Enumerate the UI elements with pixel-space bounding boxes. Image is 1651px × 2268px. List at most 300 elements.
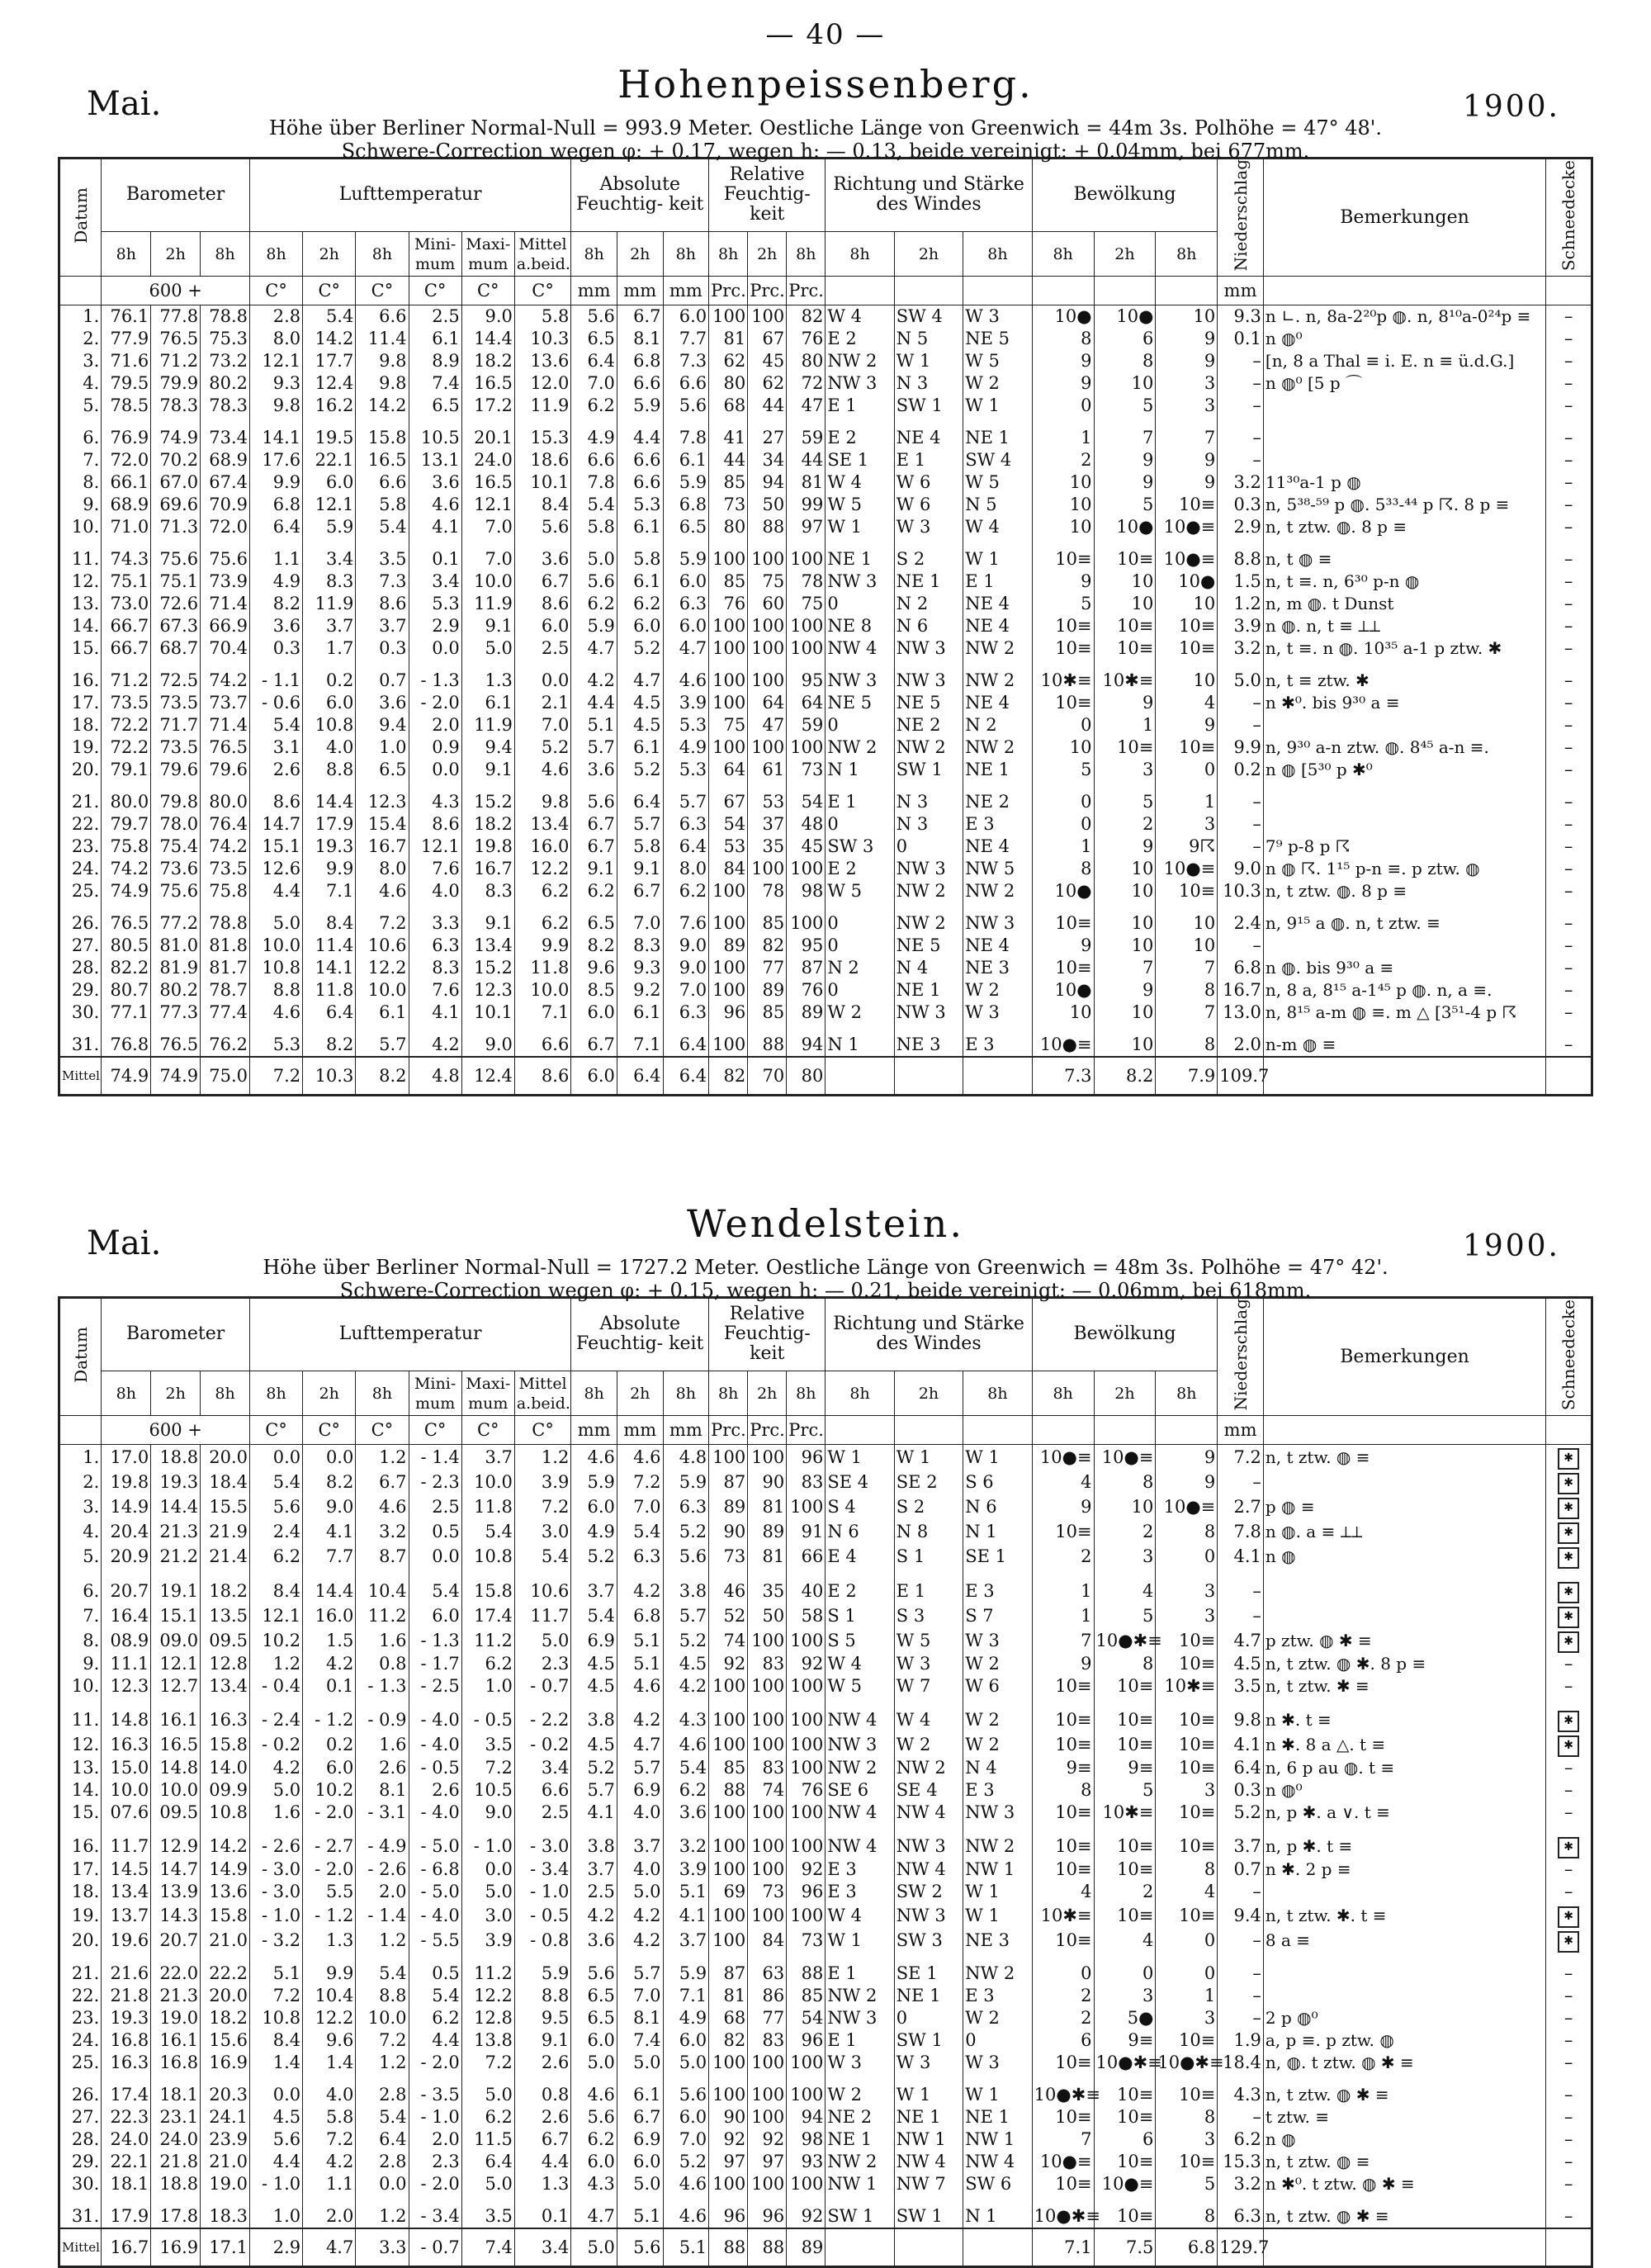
cell: 5.2: [514, 736, 570, 759]
cell: NW 1: [963, 2128, 1032, 2151]
cell: 15.2: [461, 791, 514, 813]
cell: 5.8: [571, 516, 617, 538]
gap-cell: [709, 1953, 748, 1963]
table-row: [59, 791, 1592, 813]
gap-cell: [1218, 2074, 1264, 2084]
cell: 0.8: [356, 1653, 409, 1675]
cell: 9.8: [514, 791, 570, 813]
cell: 8: [1032, 328, 1094, 350]
table-row: [59, 1470, 1592, 1494]
table-row: [59, 935, 1592, 957]
cell: 9: [1032, 350, 1094, 372]
cell: 8.8: [1218, 548, 1264, 571]
cell: NW 2: [963, 1834, 1032, 1858]
gap-cell: [787, 1953, 826, 1963]
table-row: [59, 670, 1592, 692]
table-row: [59, 1881, 1592, 1903]
cell: 7.2: [461, 2052, 514, 2074]
gap-cell: [409, 1953, 461, 1963]
cell: 100: [709, 692, 748, 714]
gap-cell: [151, 2195, 201, 2205]
cell: 4.0: [303, 736, 356, 759]
gap-cell: [250, 1824, 303, 1834]
cell: 71.7: [151, 714, 201, 736]
snow-cover-icon: ✱: [1558, 1735, 1579, 1757]
cell: 2.0: [303, 2205, 356, 2228]
cell: 5.0: [663, 2052, 709, 2074]
cell: 6.5: [571, 2007, 617, 2029]
cell: 8: [1156, 2106, 1218, 2128]
cell: NE 1: [894, 979, 963, 1001]
cell: 6.4: [250, 516, 303, 538]
cell: 22.: [59, 813, 102, 836]
cell: 10≡: [1156, 615, 1218, 637]
group-gap: [59, 1569, 1592, 1579]
cell: n ◍: [1263, 1544, 1545, 1569]
cell: 8: [1156, 1519, 1218, 1544]
cell: 10≡: [1032, 2106, 1094, 2128]
cell: 66.7: [102, 615, 151, 637]
cell: 10.8: [250, 957, 303, 979]
cell: - 1.3: [356, 1675, 409, 1697]
snow-cover-icon: ✱: [1558, 1498, 1579, 1519]
table-row: [59, 759, 1592, 781]
cell: 0.0: [514, 670, 570, 692]
cell: W 6: [894, 471, 963, 494]
cell: W 7: [894, 1675, 963, 1697]
cell: 9.9: [303, 1963, 356, 1985]
cell: 17.4: [461, 1603, 514, 1628]
cell: 12.3: [356, 791, 409, 813]
col-sub-h2: 2h: [1094, 231, 1156, 276]
cell: NW 3: [963, 912, 1032, 935]
cell: 9.8: [1218, 1707, 1264, 1732]
cell: 20.3: [201, 2084, 250, 2106]
cell: 11.7: [102, 1834, 151, 1858]
cell: NW 2: [826, 350, 894, 372]
cell: 88: [748, 516, 787, 538]
cell: 12.0: [514, 372, 570, 395]
cell: 3.: [59, 350, 102, 372]
mittel-cell: 7.3: [1032, 1057, 1094, 1096]
cell: 24.1: [201, 2106, 250, 2128]
cell: - 6.8: [409, 1858, 461, 1881]
cell: 16.7: [1218, 979, 1264, 1001]
cell: 52: [709, 1603, 748, 1628]
cell: –: [1546, 692, 1592, 714]
cell: 4.9: [663, 2007, 709, 2029]
cell: 83: [748, 2029, 787, 2052]
cell: 7.1: [617, 1034, 663, 1057]
gap-cell: [963, 2074, 1032, 2084]
cell: - 1.2: [303, 1903, 356, 1928]
gap-cell: [356, 781, 409, 791]
cell: 5: [1094, 791, 1156, 813]
cell: 3.9: [514, 1470, 570, 1494]
cell: –: [1546, 912, 1592, 935]
gap-cell: [787, 2195, 826, 2205]
col-sub-h8: 8h: [1156, 1371, 1218, 1415]
cell: n, 9¹⁵ a ◍. n, t ztw. ≡: [1263, 912, 1545, 935]
cell: n, t ztw. ◍. 8 p ≡: [1263, 880, 1545, 902]
gap-cell: [1032, 2074, 1094, 2084]
cell: 17.4: [102, 2084, 151, 2106]
cell: 100: [787, 2052, 826, 2074]
cell: a, p ≡. p ztw. ◍: [1263, 2029, 1545, 2052]
cell: 4.: [59, 1519, 102, 1544]
cell: 96: [709, 1001, 748, 1024]
cell: –: [1218, 449, 1264, 471]
cell: –: [1546, 791, 1592, 813]
gap-cell: [461, 2195, 514, 2205]
cell: 13.4: [514, 813, 570, 836]
cell: 21.9: [201, 1519, 250, 1544]
cell: 2: [1032, 1985, 1094, 2007]
mittel-cell: 7.4: [461, 2228, 514, 2267]
cell: 09.5: [151, 1802, 201, 1824]
cell: 47: [787, 395, 826, 417]
cell: 100: [748, 1802, 787, 1824]
cell: 5.0: [461, 2173, 514, 2195]
cell: - 1.7: [409, 1653, 461, 1675]
cell: 100: [748, 637, 787, 660]
cell: 6.8: [250, 494, 303, 516]
cell: 12.1: [250, 350, 303, 372]
cell: 5.4: [514, 1544, 570, 1569]
gap-cell: [356, 1024, 409, 1034]
cell: [1263, 449, 1545, 471]
cell: 85: [787, 1985, 826, 2007]
cell: 4.5: [617, 692, 663, 714]
cell: - 2.0: [409, 2052, 461, 2074]
cell: 3.9: [1218, 615, 1264, 637]
table-row: [59, 692, 1592, 714]
gap-cell: [663, 538, 709, 548]
unit-cell: C°: [461, 1416, 514, 1445]
cell: 0: [826, 979, 894, 1001]
col-sub-maximum: Maxi- mum: [461, 231, 514, 276]
unit-row: [59, 1416, 1592, 1445]
gap-cell: [514, 902, 570, 912]
gap-cell: [1218, 538, 1264, 548]
cell: 77.8: [151, 305, 201, 329]
cell: 5.1: [617, 1653, 663, 1675]
col-group-barometer: Barometer: [102, 159, 250, 232]
cell: [1546, 1834, 1592, 1858]
cell: SW 4: [963, 449, 1032, 471]
cell: 16.5: [356, 449, 409, 471]
gap-cell: [201, 902, 250, 912]
cell: 19.: [59, 1903, 102, 1928]
cell: 78.7: [201, 979, 250, 1001]
gap-cell: [59, 660, 102, 670]
cell: 24.: [59, 858, 102, 880]
cell: 95: [787, 935, 826, 957]
col-sub-h8: 8h: [787, 1371, 826, 1415]
col-sub-h8: 8h: [356, 231, 409, 276]
cell: 1.2: [356, 2205, 409, 2228]
cell: - 2.0: [409, 692, 461, 714]
cell: 13.6: [514, 350, 570, 372]
cell: 6.8: [1218, 957, 1264, 979]
unit-row: [59, 277, 1592, 305]
cell: 15.1: [250, 836, 303, 858]
cell: W 4: [826, 305, 894, 329]
cell: 15.0: [102, 1757, 151, 1779]
mittel-cell: 7.5: [1094, 2228, 1156, 2267]
cell: 4.6: [663, 2205, 709, 2228]
cell: 72.0: [102, 449, 151, 471]
cell: 4.6: [617, 1445, 663, 1470]
gap-cell: [1263, 1953, 1545, 1963]
cell: 1.2: [1218, 593, 1264, 615]
cell: 81: [709, 328, 748, 350]
gap-cell: [102, 1953, 151, 1963]
cell: 70.4: [201, 637, 250, 660]
cell: 100: [709, 1834, 748, 1858]
cell: 10≡: [1156, 1903, 1218, 1928]
cell: 7.0: [617, 912, 663, 935]
cell: 86: [748, 1985, 787, 2007]
cell: 75.6: [151, 880, 201, 902]
cell: W 1: [826, 516, 894, 538]
cell: 7.2: [514, 1494, 570, 1519]
cell: 0: [826, 935, 894, 957]
cell: - 5.5: [409, 1928, 461, 1953]
col-group-wind: Richtung und Stärke des Windes: [826, 1298, 1032, 1371]
cell: 11.4: [303, 935, 356, 957]
table-row: [59, 1034, 1592, 1057]
cell: 100: [748, 2106, 787, 2128]
cell: 14.7: [250, 813, 303, 836]
gap-cell: [617, 538, 663, 548]
cell: 100: [748, 2052, 787, 2074]
cell: 2.5: [571, 1881, 617, 1903]
cell: N 1: [826, 1034, 894, 1057]
cell: 3.6: [514, 548, 570, 571]
gap-cell: [617, 1697, 663, 1707]
cell: 11.5: [461, 2128, 514, 2151]
cell: 75.8: [102, 836, 151, 858]
cell: 1: [1094, 714, 1156, 736]
cell: 74: [748, 1779, 787, 1802]
cell: 4.6: [409, 494, 461, 516]
cell: 10.2: [303, 1779, 356, 1802]
cell: –: [1546, 880, 1592, 902]
cell: 11.9: [303, 593, 356, 615]
cell: 5.0: [461, 2084, 514, 2106]
cell: 4.4: [250, 880, 303, 902]
cell: 10≡: [1032, 1707, 1094, 1732]
gap-cell: [250, 2074, 303, 2084]
cell: [1263, 395, 1545, 417]
gap-cell: [963, 538, 1032, 548]
cell: 9.0: [461, 1802, 514, 1824]
cell: 69.6: [151, 494, 201, 516]
snow-cover-icon: ✱: [1558, 1931, 1579, 1953]
cell: n ✱. 8 a △. t ≡: [1263, 1732, 1545, 1757]
cell: 23.9: [201, 2128, 250, 2151]
cell: 9.: [59, 494, 102, 516]
cell: 13.: [59, 593, 102, 615]
station-month: Mai.: [87, 85, 162, 123]
cell: 7.7: [663, 328, 709, 350]
cell: 0.1: [514, 2205, 570, 2228]
cell: 3.8: [571, 1834, 617, 1858]
gap-cell: [748, 417, 787, 427]
cell: 19.8: [102, 1470, 151, 1494]
cell: n, 9³⁰ a-n ztw. ◍. 8⁴⁵ a-n ≡.: [1263, 736, 1545, 759]
gap-cell: [250, 538, 303, 548]
table-row: [59, 836, 1592, 858]
cell: 9.0: [663, 957, 709, 979]
cell: 10.0: [356, 979, 409, 1001]
table-row: [59, 2205, 1592, 2228]
cell: 0.3: [1218, 494, 1264, 516]
mittel-cell: [826, 2228, 894, 2267]
cell: 10.3: [514, 328, 570, 350]
cell: 2.8: [356, 2151, 409, 2173]
cell: NE 1: [963, 759, 1032, 781]
cell: 5.6: [250, 1494, 303, 1519]
cell: 15.8: [356, 427, 409, 449]
col-sub-h8: 8h: [250, 231, 303, 276]
cell: 81.7: [201, 957, 250, 979]
cell: 16.1: [151, 2029, 201, 2052]
cell: –: [1218, 1963, 1264, 1985]
group-gap: [59, 1697, 1592, 1707]
gap-cell: [409, 1569, 461, 1579]
cell: 19.0: [201, 2173, 250, 2195]
cell: 14.2: [303, 328, 356, 350]
gap-cell: [1218, 1569, 1264, 1579]
gap-cell: [514, 1024, 570, 1034]
cell: 20.0: [201, 1985, 250, 2007]
col-sub-maximum: Maxi- mum: [461, 1371, 514, 1415]
gap-cell: [356, 2074, 409, 2084]
cell: N 8: [894, 1519, 963, 1544]
cell: 10.0: [151, 1779, 201, 1802]
cell: 9: [1094, 449, 1156, 471]
cell: [1263, 1881, 1545, 1903]
cell: 4.2: [617, 1707, 663, 1732]
cell: n ◍. bis 9³⁰ a ≡: [1263, 957, 1545, 979]
cell: 5.3: [409, 593, 461, 615]
group-gap: [59, 2074, 1592, 2084]
cell: 90: [748, 1470, 787, 1494]
cell: 2.5: [514, 637, 570, 660]
cell: SE 1: [963, 1544, 1032, 1569]
cell: –: [1218, 935, 1264, 957]
cell: 5.0: [617, 1881, 663, 1903]
cell: NE 5: [894, 935, 963, 957]
cell: 5.1: [663, 1881, 709, 1903]
cell: 26.: [59, 2084, 102, 2106]
table-row: [59, 571, 1592, 593]
cell: 8.2: [250, 593, 303, 615]
cell: - 1.3: [409, 670, 461, 692]
cell: 74.2: [201, 670, 250, 692]
cell: 4.2: [617, 1579, 663, 1603]
gap-cell: [1156, 1824, 1218, 1834]
gap-cell: [709, 1569, 748, 1579]
gap-cell: [514, 2195, 570, 2205]
gap-cell: [303, 902, 356, 912]
gap-cell: [1094, 1953, 1156, 1963]
cell: 18.: [59, 1881, 102, 1903]
col-group-abs_feucht: Absolute Feuchtig- keit: [571, 1298, 709, 1371]
cell: 75.6: [201, 548, 250, 571]
gap-cell: [201, 781, 250, 791]
gap-cell: [461, 1953, 514, 1963]
cell: 84: [709, 858, 748, 880]
cell: 4.2: [303, 2151, 356, 2173]
cell: 100: [709, 670, 748, 692]
mittel-cell: [894, 1057, 963, 1096]
niederschlag-label: Niederschlag: [1230, 1299, 1251, 1411]
cell: 10●✱≡: [1094, 2052, 1156, 2074]
gap-cell: [748, 2074, 787, 2084]
cell: 10.3: [1218, 880, 1264, 902]
cell: 21.3: [151, 1985, 201, 2007]
gap-cell: [709, 1024, 748, 1034]
cell: 9.1: [617, 858, 663, 880]
gap-cell: [356, 417, 409, 427]
cell: [1263, 1603, 1545, 1628]
cell: 8: [1156, 1034, 1218, 1057]
gap-cell: [409, 1024, 461, 1034]
cell: 10.0: [250, 935, 303, 957]
unit-cell: [1546, 1416, 1592, 1445]
cell: - 4.0: [409, 1732, 461, 1757]
cell: 10: [1032, 736, 1094, 759]
cell: 82.2: [102, 957, 151, 979]
cell: –: [1546, 494, 1592, 516]
cell: 13.8: [461, 2029, 514, 2052]
unit-cell: C°: [250, 277, 303, 305]
cell: 82: [787, 305, 826, 329]
cell: 7.1: [514, 1001, 570, 1024]
cell: 77: [748, 957, 787, 979]
cell: - 2.6: [250, 1834, 303, 1858]
cell: 7.0: [461, 516, 514, 538]
cell: –: [1218, 1985, 1264, 2007]
cell: 15.5: [201, 1494, 250, 1519]
cell: 1: [1032, 427, 1094, 449]
cell: 16.2: [303, 395, 356, 417]
gap-cell: [201, 538, 250, 548]
gap-cell: [748, 1824, 787, 1834]
cell: N 2: [894, 593, 963, 615]
cell: 4.5: [250, 2106, 303, 2128]
table-row: [59, 328, 1592, 350]
cell: 4.5: [1218, 1653, 1264, 1675]
cell: 23.: [59, 836, 102, 858]
cell: - 1.0: [514, 1881, 570, 1903]
cell: 4.6: [571, 1445, 617, 1470]
cell: 12.1: [151, 1653, 201, 1675]
cell: 100: [709, 1445, 748, 1470]
cell: NW 2: [826, 1985, 894, 2007]
cell: 1.1: [250, 548, 303, 571]
cell: 11.1: [102, 1653, 151, 1675]
table-row: [59, 2128, 1592, 2151]
cell: 77: [748, 2007, 787, 2029]
gap-cell: [59, 781, 102, 791]
col-sub-h8: 8h: [1032, 231, 1094, 276]
cell: 8 a ≡: [1263, 1928, 1545, 1953]
cell: 12.1: [250, 1603, 303, 1628]
